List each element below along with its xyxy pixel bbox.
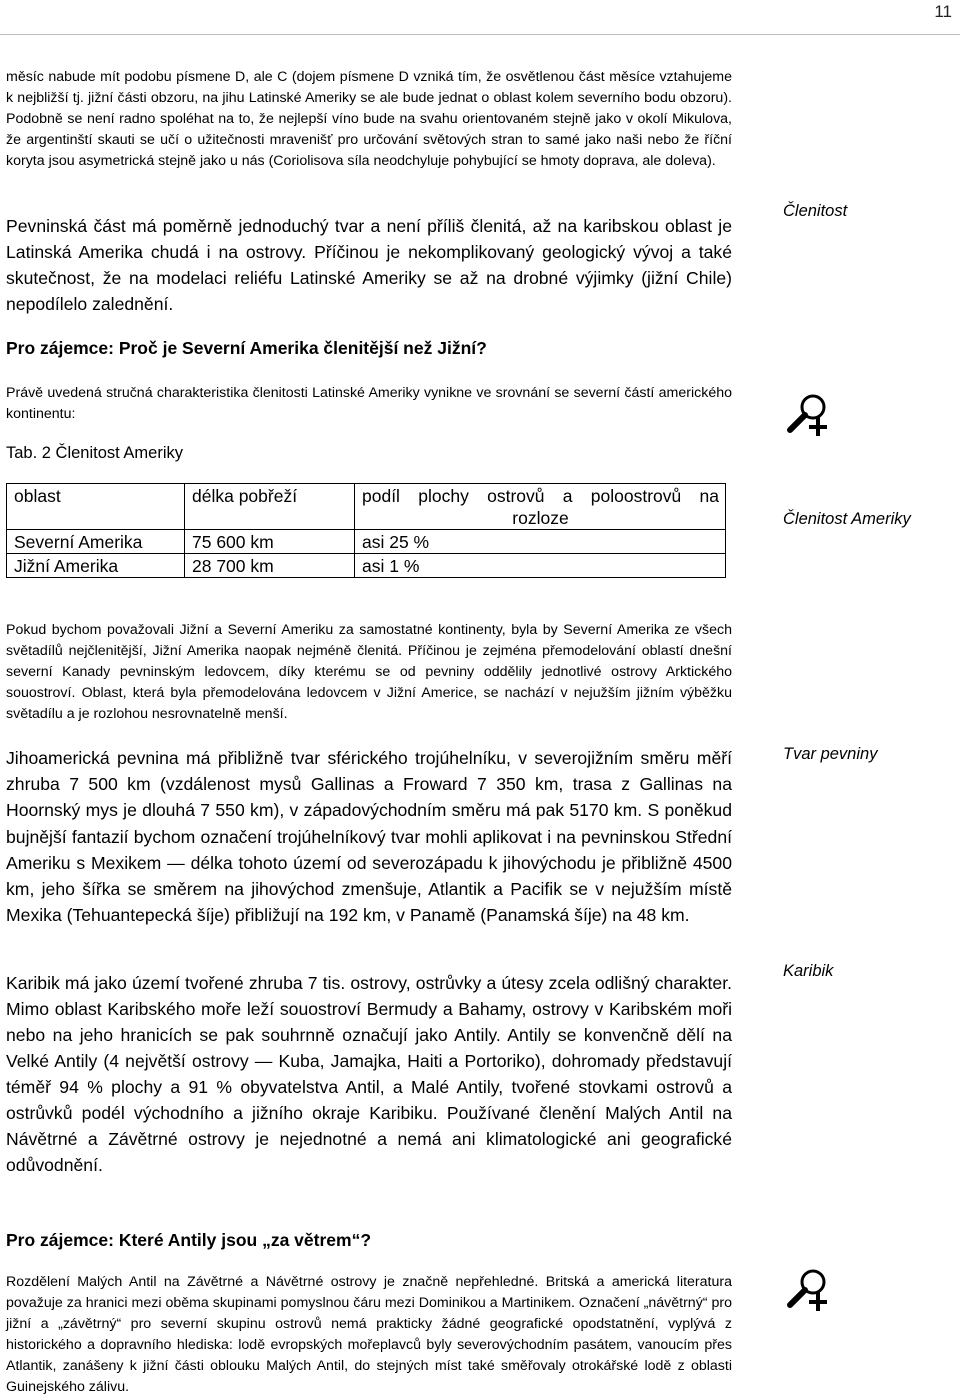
table-cell: Jižní Amerika	[7, 554, 185, 578]
table-header-cell	[355, 484, 726, 530]
table-row	[7, 554, 726, 578]
margin-note-tvar-pevniny: Tvar pevniny	[783, 745, 878, 763]
page-number: 11	[934, 2, 952, 21]
table-cell: asi 25 %	[355, 530, 726, 554]
clenitost-paragraph: Pevninská část má poměrně jednoduchý tvar a není příliš členitá, až na karibskou oblast je Latinská Amerika chudá i na ostrovy. Příčinou je nekomplikovaný geologický vývoj a také skutečnost, že na modelaci reliéfu Latinské Ameriky se až na drobné výjimky (jižní Chile) nepodílelo zalednění.	[6, 216, 732, 314]
table-cell: Severní Amerika	[7, 530, 185, 554]
table-cell: 75 600 km	[185, 530, 355, 554]
interest1-intro: Právě uvedená stručná charakteristika členitosti Latinské Ameriky vynikne ve srovnání se severní částí amerického kontinentu:	[6, 385, 732, 422]
interest1-paragraph: Pokud bychom považovali Jižní a Severní Ameriku za samostatné kontinenty, byla by Severní Amerika ze všech světadílů nejčlenitější, Jižní Amerika naopak nejméně členitá. Příčinou je zejména přemodelování oblastí dnešní severní Kanady pevninským ledovcem, díky kterému se od pevniny oddělily jednotlivé ostrovy Arktického souostroví. Oblast, která byla přemodelována ledovcem v Jižní Americe, se nachází v nejužším jižním výběžku světadílu a je rozlohou nesrovnatelně menší.	[6, 622, 732, 722]
table-cell: asi 1 %	[355, 554, 726, 578]
interest-heading-1: Pro zájemce: Proč je Severní Amerika členitější než Jižní?	[6, 338, 487, 358]
table-header-row	[7, 484, 726, 530]
magnifier-plus-icon	[782, 1265, 834, 1313]
table-header-text: podíl plochy ostrovů a poloostrovů na	[362, 486, 719, 506]
intro-paragraph: měsíc nabude mít podobu písmene D, ale C (dojem písmene D vzniká tím, že osvětlenou část měsíce vztahujeme k nejbližší tj. jižní části obzoru, na jihu Latinské Ameriky se ale bude jednat o oblast kolem severního bodu obzoru). Podobně se není radno spoléhat na to, že nejlepší víno bude na svahu orientovaném stejně jako v okolí Mikulova, že argentinští skauti se učí o užitečnosti mravenišť pro určování světových stran to samé jako naši nebo že říční koryta jsou asymetrická stejně jako u nás (Coriolisova síla neodchyluje pohybující se hmoty doprava, ale doleva).	[6, 69, 732, 169]
magnifier-plus-icon	[782, 390, 834, 438]
interest2-paragraph: Rozdělení Malých Antil na Závětrné a Návětrné ostrovy je značně nepřehledné. Britská a americká literatura považuje za hranici mezi oběma skupinami pomyslnou čáru mezi Dominikou a Martinikem. Označení „návětrný“ pro jižní a „závětrný“ pro severní skupinu ostrovů nemá prakticky žádné geografické opodstatnění, vyplývá z historického a dopravního hlediska: lodě evropských mořeplavců byly severovýchodním pasátem, vanoucím přes Atlantik, zanášeny k jižní části oblouku Malých Antil, do stejných míst také směřovaly otrokářské lodě z oblasti Guinejského zálivu.	[6, 1274, 732, 1395]
table-row	[7, 530, 726, 554]
margin-note-karibik: Karibik	[783, 962, 834, 980]
margin-note-clenitost-ameriky: Členitost Ameriky	[783, 510, 911, 528]
tvar-paragraph: Jihoamerická pevnina má přibližně tvar sférického trojúhelníku, v severojižním směru měří zhruba 7 500 km (vzdálenost mysů Gallinas a Froward 7 350 km, trasa z Gallinas na Hoornský mys je dlouhá 7 550 km), v západovýchodním směru má pak 5170 km. S poněkud bujnější fantazií bychom označení trojúhelníkový tvar mohli aplikovat i na pevninskou Střední Ameriku s Mexikem — délka tohoto území od severozápadu k jihovýchodu je přibližně 4500 km, jeho šířka se směrem na jihovýchod zmenšuje, Atlantik a Pacifik se v nejužším místě Mexika (Tehuantepecká šíje) přibližují na 192 km, v Panamě (Panamská šíje) na 48 km.	[6, 748, 732, 926]
table-header-cell: délka pobřeží	[185, 484, 355, 530]
header-rule	[0, 34, 960, 35]
margin-note-clenitost: Členitost	[783, 202, 848, 220]
interest-heading-2: Pro zájemce: Které Antily jsou „za větrem“?	[6, 1230, 372, 1250]
table-header-cell: oblast	[7, 484, 185, 530]
table-header-text: rozloze	[512, 508, 569, 528]
clenitost-table	[6, 483, 726, 578]
table-cell: 28 700 km	[185, 554, 355, 578]
table-caption: Tab. 2 Členitost Ameriky	[6, 444, 183, 462]
karibik-paragraph: Karibik má jako území tvořené zhruba 7 tis. ostrovy, ostrůvky a útesy zcela odlišný charakter. Mimo oblast Karibského moře leží souostroví Bermudy a Bahamy, ostrovy v Karibském moři nebo na jeho hranicích se pak souhrnně označují jako Antily. Antily se konvenčně dělí na Velké Antily (4 největší ostrovy — Kuba, Jamajka, Haiti a Portoriko), dohromady představují téměř 94 % plochy a 91 % obyvatelstva Antil, a Malé Antily, tvořené stovkami ostrovů a ostrůvků podél východního a jižního okraje Karibiku. Používané členění Malých Antil na Návětrné a Závětrné ostrovy je nejednotné a nemá ani klimatologické ani geografické odůvodnění.	[6, 973, 732, 1175]
